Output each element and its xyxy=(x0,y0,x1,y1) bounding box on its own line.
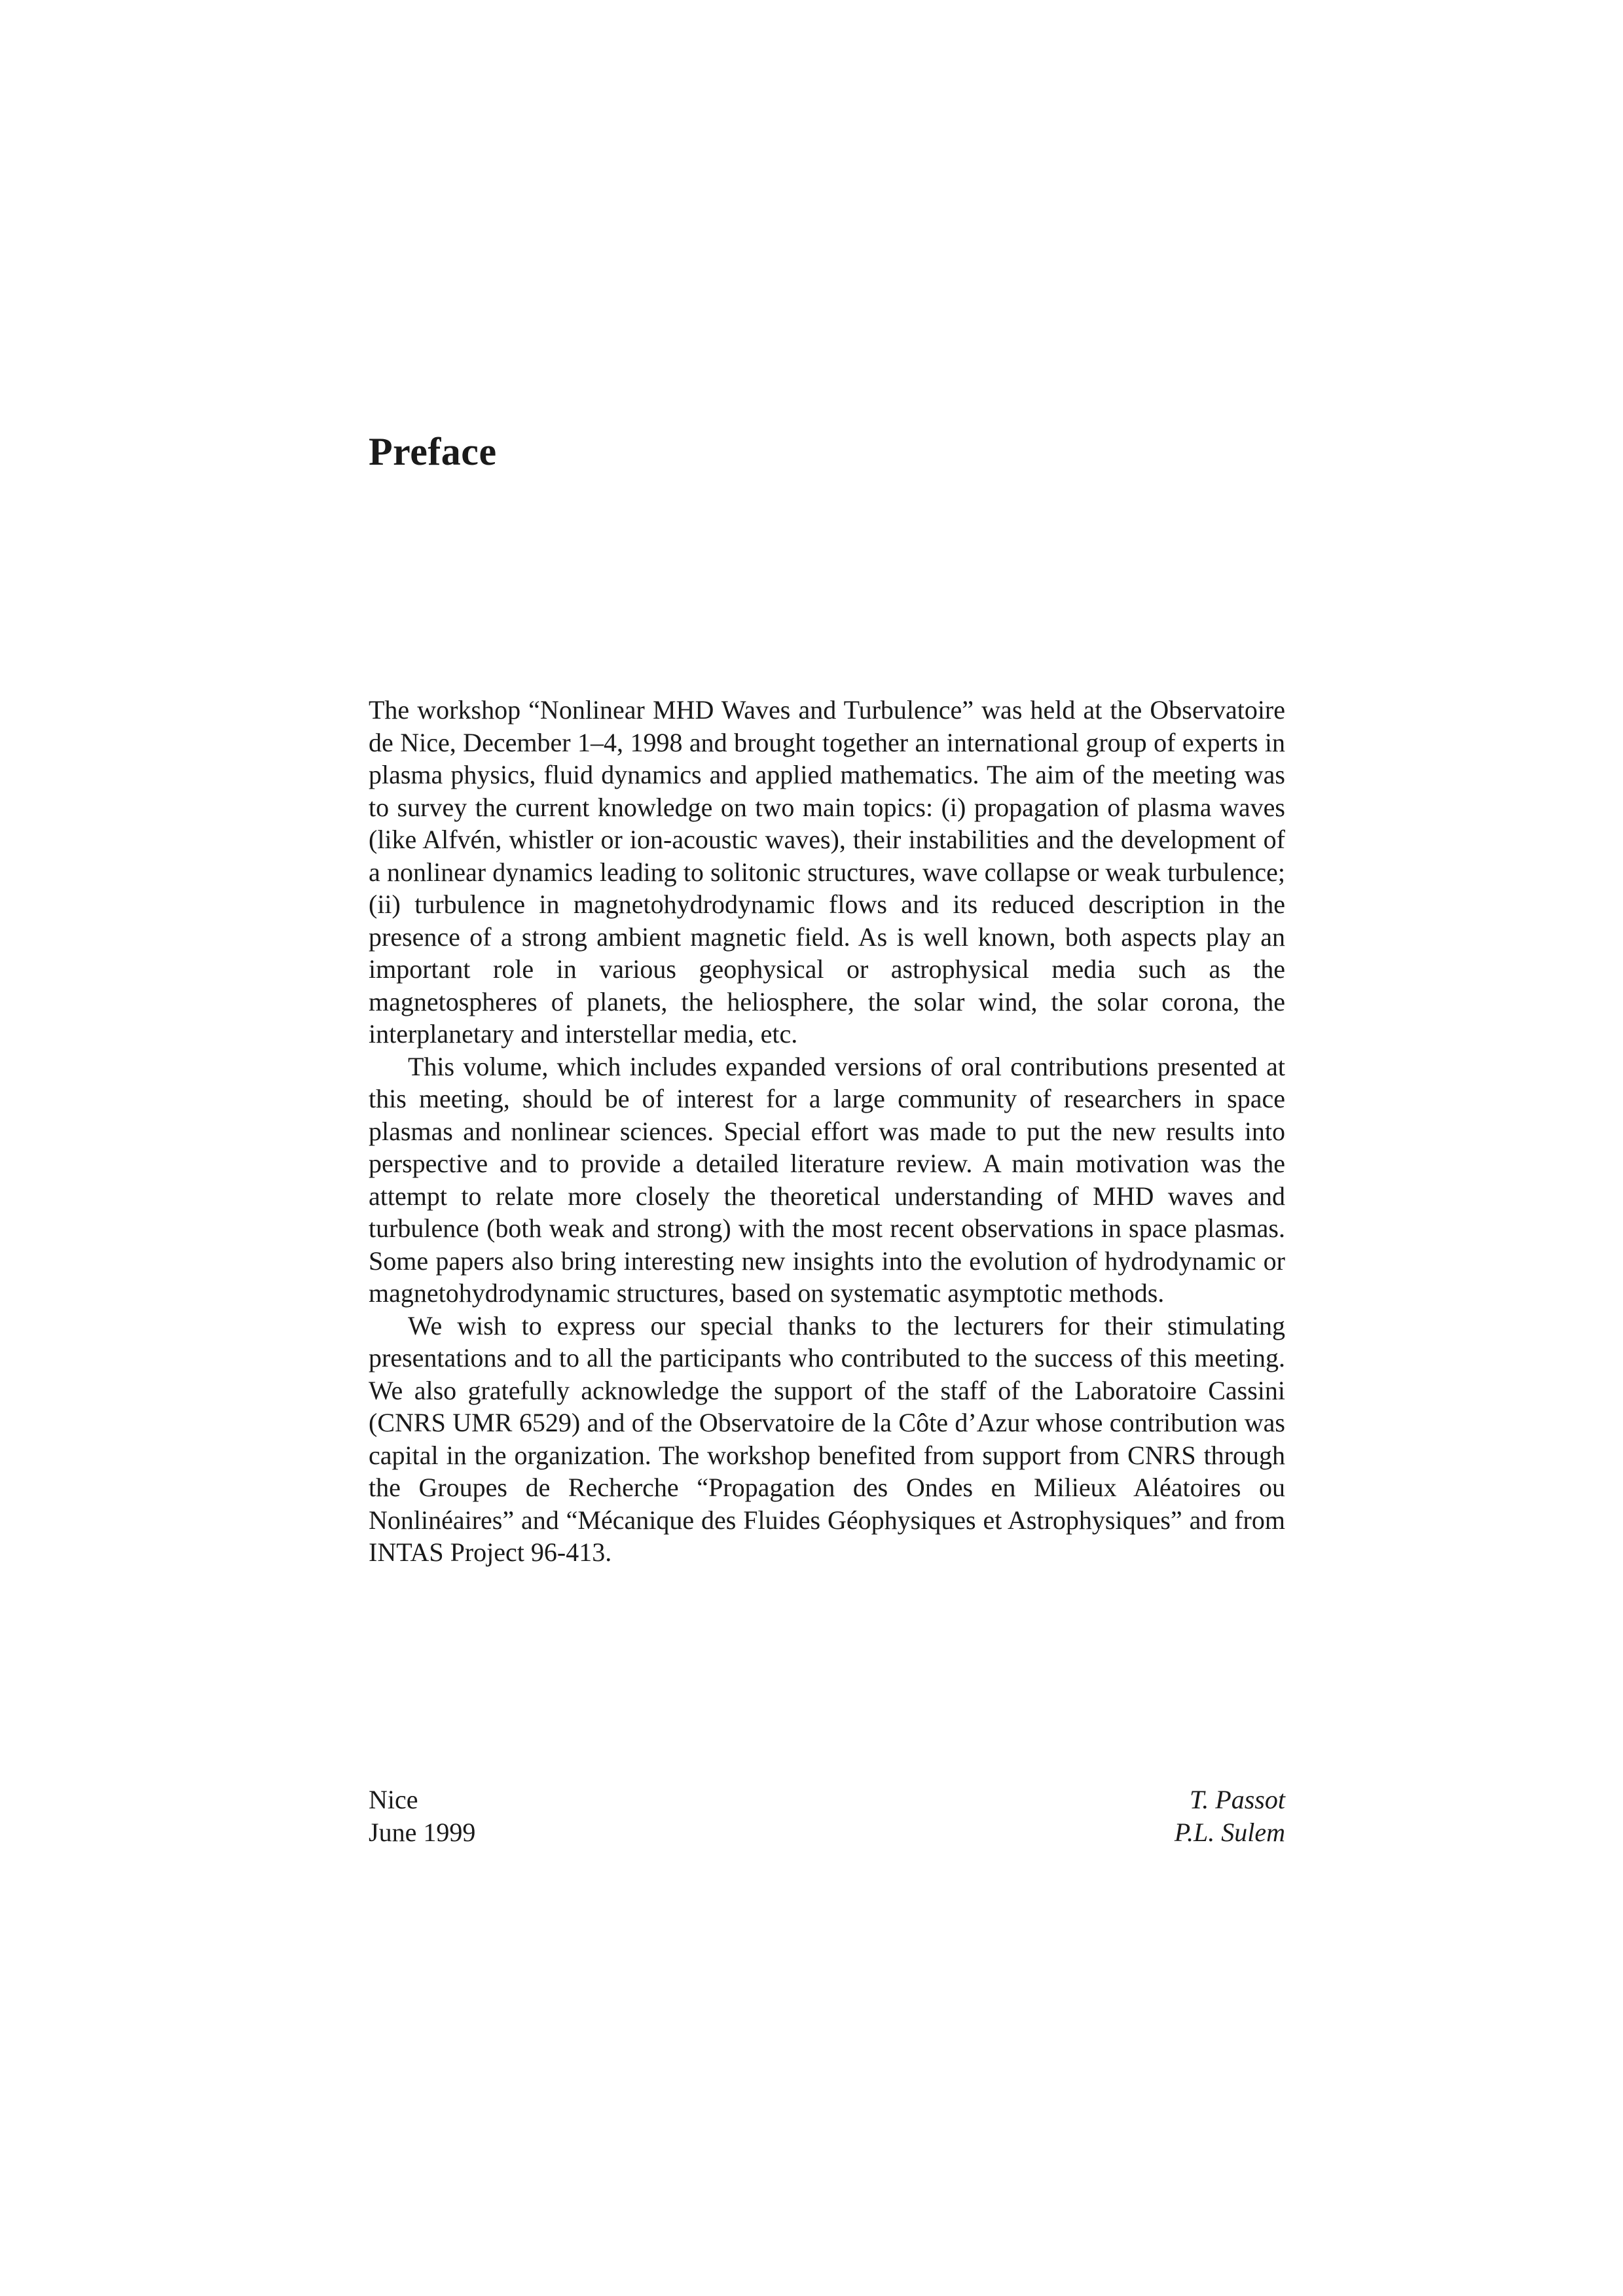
authors-block xyxy=(1175,1784,1285,1849)
paragraph-1: The workshop “Nonlinear MHD Waves and Turbulence” was held at the Observatoire de Nice, December 1–4, 1998 and brought together an international group of experts in plasma physics, fluid dynamics and applied mathematics. The aim of the meeting was to survey the current knowledge on two main topics: (i) propagation of plasma waves (like Alfvén, whistler or ion-acoustic waves), their instabilities and the development of a nonlinear dynamics leading to solitonic structures, wave collapse or weak turbulence; (ii) turbulence in magnetohydrodynamic flows and its reduced description in the presence of a strong ambient magnetic field. As is well known, both aspects play an important role in various geophysical or astrophysical media such as the magnetospheres of planets, the heliosphere, the solar wind, the solar corona, the interplanetary and interstellar media, etc. xyxy=(369,695,1285,1049)
author-sulem: P.L. Sulem xyxy=(1174,1818,1285,1847)
signature-date: June 1999 xyxy=(369,1818,476,1847)
page-title: Preface xyxy=(369,430,497,473)
preface-body xyxy=(369,694,1285,1569)
paragraph-2: This volume, which includes expanded versions of oral contributions presented at this meeting, should be of interest for a large community of researchers in space plasmas and nonlinear sciences. Special effort was made to put the new results into perspective and to provide a detailed literature review. A main motivation was the attempt to relate more closely the theoretical understanding of MHD waves and turbulence (both weak and strong) with the most recent observations in space plasmas. Some papers also bring interesting new insights into the evolution of hydrodynamic or magnetohydrodynamic structures, based on systematic asymptotic methods. xyxy=(369,1051,1285,1308)
place-date-block xyxy=(369,1784,475,1849)
paragraph-3: We wish to express our special thanks to the lecturers for their stimulating presentations and to all the participants who contributed to the success of this meeting. We also gratefully acknowledge the support of the staff of the Laboratoire Cassini (CNRS UMR 6529) and of the Observatoire de la Côte d’Azur whose contribution was capital in the organization. The workshop benefited from support from CNRS through the Groupes de Recherche “Propagation des Ondes en Milieux Aléatoires ou Nonlinéaires” and “Mécanique des Fluides Géophysiques et Astrophysiques” and from INTAS Project 96-413. xyxy=(369,1310,1285,1567)
signature-place: Nice xyxy=(369,1785,418,1814)
author-passot: T. Passot xyxy=(1190,1785,1285,1814)
